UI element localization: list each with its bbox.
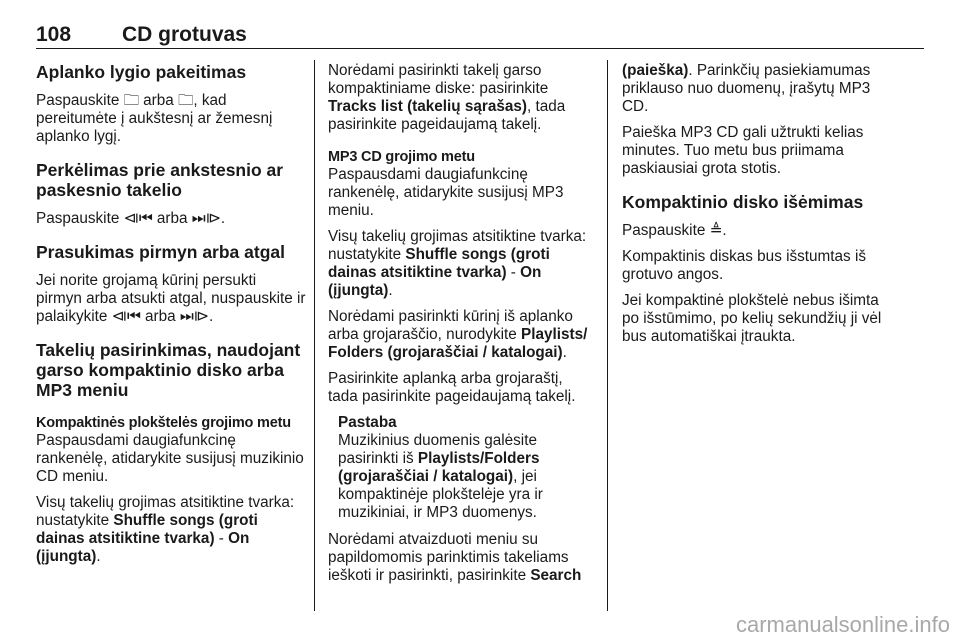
previous-track-icon: ⧏⏮ bbox=[123, 210, 153, 227]
shuffle-songs-label: Shuffle songs (groti dainas atsitiktine tvarka) bbox=[36, 512, 258, 547]
paragraph-track-change bbox=[36, 210, 306, 228]
text: arba bbox=[138, 92, 179, 109]
next-track-icon: ⏭⧐ bbox=[191, 210, 221, 227]
text: . bbox=[208, 308, 214, 325]
paragraph-mp3-menu: Paspausdami daugiafunkcinę rankenėlę, atidarykite susijusį MP3 meniu. bbox=[328, 166, 564, 219]
text: Visų takelių grojimas atsitiktine tvarka: nustatykite bbox=[36, 494, 295, 529]
search-label: Search bbox=[530, 567, 582, 584]
column-divider-1 bbox=[314, 60, 315, 611]
shuffle-songs-label: Shuffle songs (groti dainas atsitiktine tvarka) bbox=[328, 246, 550, 281]
text: - bbox=[214, 530, 229, 547]
paragraph-eject-out: Kompaktinis diskas bus išstumtas iš grotuvo angos. bbox=[622, 248, 866, 283]
text: arba bbox=[140, 308, 180, 325]
playlists-folders-label: Playlists/ Folders (grojaraščiai / katalogai) bbox=[328, 326, 588, 361]
text: . bbox=[388, 282, 393, 299]
column-divider-2 bbox=[607, 60, 608, 611]
watermark: carmanualsonline.info bbox=[735, 612, 950, 637]
search-label: (paieška) bbox=[622, 62, 689, 79]
previous-track-icon: ⧏⏮ bbox=[111, 308, 141, 325]
folder-up-icon: 🗀 bbox=[123, 92, 139, 109]
text: , jei kompaktinėje plokštelėje yra ir muzikiniai, ir MP3 duomenys. bbox=[338, 468, 543, 521]
paragraph-search-duration: Paieška MP3 CD gali užtrukti kelias minutes. Tuo metu bus priimama paskiausiai grota stotis. bbox=[622, 124, 864, 177]
page-header bbox=[36, 0, 924, 49]
note-box bbox=[338, 414, 596, 522]
heading-eject: Kompaktinio disko išėmimas bbox=[622, 192, 864, 212]
folder-down-icon: 🗀 bbox=[178, 92, 194, 109]
text: . Parinkčių pasiekiamumas priklauso nuo duomenų, įrašytų MP3 CD. bbox=[622, 62, 871, 115]
text: Muzikinius duomenis galėsite pasirinkti iš bbox=[338, 432, 537, 467]
paragraph-select-folder: Pasirinkite aplanką arba grojaraštį, tada pasirinkite pageidaujamą takelį. bbox=[328, 370, 576, 405]
tracks-list-label: Tracks list (takelių sąrašas) bbox=[328, 98, 527, 115]
text: Paspauskite bbox=[36, 210, 124, 227]
on-label: On (įjungta) bbox=[328, 264, 542, 299]
paragraph-mp3-shuffle bbox=[328, 228, 596, 300]
text: . bbox=[220, 210, 226, 227]
subheading-cd-playback: Kompaktinės plokštelės grojimo metu bbox=[36, 415, 291, 431]
column-2 bbox=[328, 62, 596, 593]
text: Paspauskite bbox=[36, 92, 124, 109]
heading-folder-level: Aplanko lygio pakeitimas bbox=[36, 62, 247, 82]
on-label: On (įjungta) bbox=[36, 530, 250, 565]
text: . bbox=[722, 222, 727, 239]
text: - bbox=[506, 264, 521, 281]
text: , tada pasirinkite pageidaujamą takelį. bbox=[328, 98, 566, 133]
paragraph-playlists bbox=[328, 308, 596, 362]
page-title: CD grotuvas bbox=[122, 23, 247, 46]
text: . bbox=[562, 344, 567, 361]
text: Visų takelių grojimas atsitiktine tvarka: nustatykite bbox=[328, 228, 587, 263]
text: Norėdami pasirinkti kūrinį iš aplanko arba grojaraščio, nurodykite bbox=[328, 308, 573, 343]
subheading-mp3-playback: MP3 CD grojimo metu bbox=[328, 149, 475, 165]
text: arba bbox=[152, 210, 192, 227]
eject-icon: ≜ bbox=[709, 222, 723, 239]
text: Norėdami pasirinkti takelį garso kompaktiniame diske: pasirinkite bbox=[328, 62, 549, 97]
paragraph-search bbox=[328, 531, 596, 585]
paragraph-folder-level bbox=[36, 92, 306, 146]
note-heading: Pastaba bbox=[338, 414, 397, 431]
page-number: 108 bbox=[36, 23, 72, 46]
heading-track-change: Perkėlimas prie ankstesnio ar paskesnio takelio bbox=[36, 160, 284, 200]
paragraph-cd-menu: Paspausdami daugiafunkcinę rankenėlę, atidarykite susijusį muzikinio CD meniu. bbox=[36, 432, 304, 485]
heading-fast-scan: Prasukimas pirmyn arba atgal bbox=[36, 242, 285, 262]
paragraph-search-cont bbox=[622, 62, 890, 116]
paragraph-eject bbox=[622, 222, 890, 240]
note-text bbox=[338, 432, 596, 522]
column-1 bbox=[36, 62, 306, 574]
paragraph-cd-shuffle bbox=[36, 494, 306, 566]
column-3 bbox=[622, 62, 890, 354]
text: Norėdami atvaizduoti meniu su papildomomis parinktimis takeliams ieškoti ir pasirinkti, pasirinkite bbox=[328, 531, 569, 584]
paragraph-fast-scan bbox=[36, 272, 306, 326]
text: . bbox=[96, 548, 101, 565]
paragraph-eject-retract: Jei kompaktinė plokštelė nebus išimta po išstūmimo, po kelių sekundžių ji vėl bus automatiškai įtraukta. bbox=[622, 292, 882, 345]
next-track-icon: ⏭⧐ bbox=[179, 308, 209, 325]
text: Paspauskite bbox=[622, 222, 710, 239]
playlists-folders-label: Playlists/Folders (grojaraščiai / katalogai) bbox=[338, 450, 540, 485]
text: Jei norite grojamą kūrinį persukti pirmyn arba atsukti atgal, nuspauskite ir palaikykite bbox=[36, 272, 306, 325]
heading-track-select: Takelių pasirinkimas, naudojant garso kompaktinio disko arba MP3 meniu bbox=[36, 340, 301, 400]
text: , kad pereitumėte į aukštesnį ar žemesnį aplanko lygį. bbox=[36, 92, 273, 145]
paragraph-tracks-list bbox=[328, 62, 596, 134]
